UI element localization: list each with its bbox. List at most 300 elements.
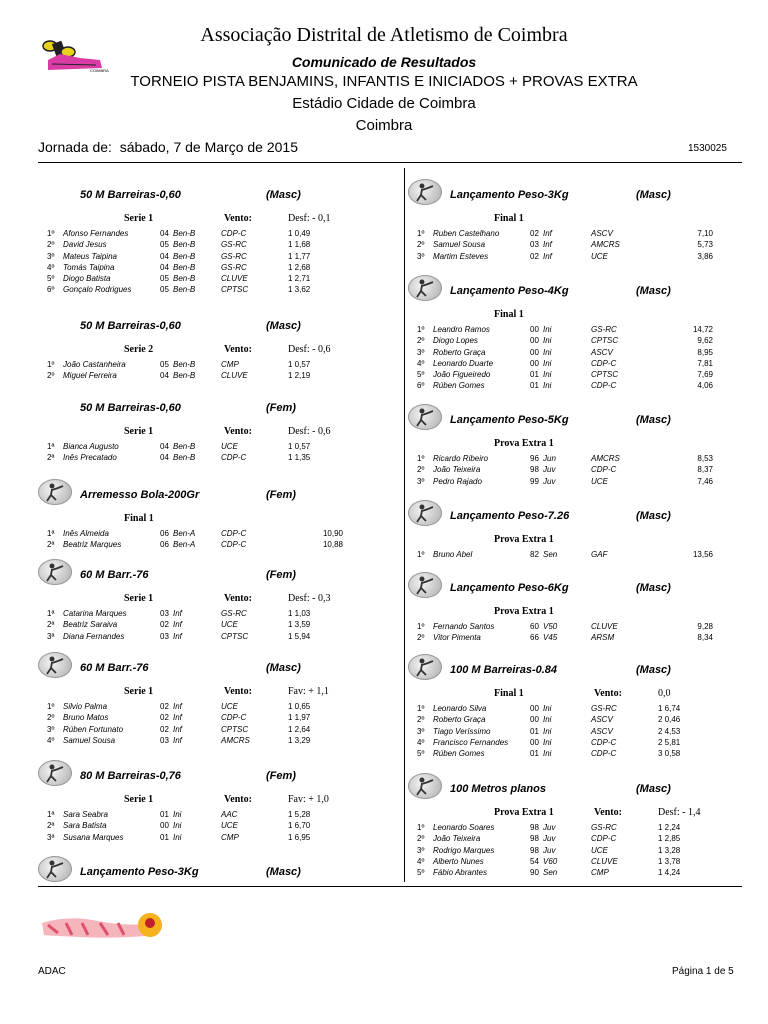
result-mark: 3,86 bbox=[697, 251, 713, 261]
athlete-name: Diana Fernandes bbox=[63, 631, 125, 641]
series-header bbox=[38, 344, 378, 360]
event-header bbox=[408, 508, 748, 534]
wind-label: Vento: bbox=[224, 686, 252, 697]
age-group: Ben-B bbox=[173, 285, 196, 295]
event-header bbox=[408, 412, 748, 438]
athlete-name: Samuel Sousa bbox=[63, 735, 116, 745]
club: CLUVE bbox=[221, 274, 248, 284]
result-position: 2ª bbox=[47, 620, 55, 630]
event-category: (Masc) bbox=[636, 285, 671, 297]
event-name: Lançamento Peso-5Kg bbox=[450, 414, 569, 426]
result-mark: 1 2,24 bbox=[658, 823, 681, 832]
club: ASCV bbox=[591, 229, 613, 238]
age-group: V60 bbox=[543, 856, 558, 866]
result-row bbox=[408, 633, 748, 644]
club: CDP-C bbox=[591, 749, 617, 759]
birth-year: 66 bbox=[530, 633, 539, 643]
age-group: Inf bbox=[173, 631, 182, 641]
result-row bbox=[408, 622, 748, 633]
club: CLUVE bbox=[221, 371, 248, 381]
result-row bbox=[408, 704, 748, 715]
series-header bbox=[408, 438, 748, 454]
age-group: Ini bbox=[543, 358, 552, 368]
event-category: (Masc) bbox=[636, 582, 671, 594]
wind-label: Vento: bbox=[224, 213, 252, 224]
club: CMP bbox=[221, 360, 239, 369]
birth-year: 01 bbox=[530, 749, 539, 759]
result-position: 4º bbox=[417, 856, 425, 866]
event-header bbox=[408, 781, 748, 807]
athlete-name: Francisco Fernandes bbox=[433, 737, 509, 747]
wind-value: Desf: - 0,6 bbox=[288, 344, 331, 355]
age-group: V45 bbox=[543, 633, 558, 643]
birth-year: 01 bbox=[530, 370, 539, 380]
result-position: 1º bbox=[417, 622, 425, 631]
event-header bbox=[38, 318, 378, 344]
birth-year: 02 bbox=[530, 251, 539, 261]
series-header bbox=[408, 807, 748, 823]
athlete-icon bbox=[408, 275, 442, 301]
athlete-name: Susana Marques bbox=[63, 832, 124, 842]
age-group: Ben-B bbox=[173, 240, 196, 250]
result-row bbox=[408, 336, 748, 347]
wind-label: Vento: bbox=[594, 807, 622, 818]
result-position: 3º bbox=[417, 476, 425, 486]
club: GS-RC bbox=[591, 325, 617, 334]
event-header bbox=[38, 768, 378, 794]
series-label: Prova Extra 1 bbox=[494, 534, 554, 545]
result-position: 1ª bbox=[47, 609, 55, 618]
series-header bbox=[408, 534, 748, 550]
athlete-name: Gonçalo Rodrigues bbox=[63, 285, 132, 295]
birth-year: 00 bbox=[530, 347, 539, 357]
event-title: TORNEIO PISTA BENJAMINS, INFANTIS E INICIADOS + PROVAS EXTRA bbox=[130, 73, 638, 90]
birth-year: 00 bbox=[530, 704, 539, 713]
result-position: 2º bbox=[417, 336, 425, 346]
club: CPTSC bbox=[221, 285, 249, 295]
event-block bbox=[408, 508, 748, 561]
result-mark: 1 1,03 bbox=[288, 609, 311, 618]
result-mark: 1 6,95 bbox=[288, 832, 311, 842]
wind-value: Desf: - 0,3 bbox=[288, 593, 331, 604]
result-mark: 8,37 bbox=[697, 465, 713, 475]
athlete-name: Sara Seabra bbox=[63, 810, 108, 819]
venue: Estádio Cidade de Coimbra bbox=[292, 95, 476, 112]
club: GS-RC bbox=[221, 251, 247, 261]
event-block bbox=[38, 487, 378, 552]
result-row bbox=[408, 252, 748, 263]
event-header bbox=[408, 662, 748, 688]
athlete-name: Roberto Graça bbox=[433, 715, 486, 725]
club: CDP-C bbox=[221, 529, 247, 538]
athlete-name: Bruno Matos bbox=[63, 713, 109, 723]
athlete-name: Bruno Abel bbox=[433, 550, 473, 559]
result-position: 1º bbox=[417, 454, 425, 463]
result-row bbox=[38, 252, 378, 263]
wind-value: Fav: + 1,1 bbox=[288, 686, 329, 697]
club: UCE bbox=[221, 702, 238, 711]
result-position: 2º bbox=[417, 715, 425, 725]
birth-year: 98 bbox=[530, 823, 539, 832]
result-row bbox=[408, 381, 748, 392]
result-position: 1ª bbox=[47, 442, 55, 451]
athlete-icon bbox=[38, 760, 72, 786]
result-mark: 10,90 bbox=[322, 529, 343, 538]
age-group: Jun bbox=[543, 454, 556, 463]
event-name: Lançamento Peso-7.26 bbox=[450, 510, 570, 522]
age-group: Ben-B bbox=[173, 229, 196, 238]
club: GS-RC bbox=[591, 823, 617, 832]
athlete-icon bbox=[38, 559, 72, 585]
series-label: Serie 1 bbox=[124, 213, 154, 224]
result-mark: 1 4,24 bbox=[658, 868, 681, 878]
event-name: Lançamento Peso-6Kg bbox=[450, 582, 569, 594]
jornada-label: Jornada de: bbox=[38, 139, 112, 155]
result-mark: 3 0,58 bbox=[658, 749, 681, 759]
result-row bbox=[408, 715, 748, 726]
event-block bbox=[38, 660, 378, 747]
birth-year: 02 bbox=[160, 620, 169, 630]
result-row bbox=[408, 550, 748, 561]
result-position: 2º bbox=[47, 371, 55, 381]
result-mark: 1 3,28 bbox=[658, 845, 681, 855]
event-category: (Masc) bbox=[636, 189, 671, 201]
result-mark: 1 3,29 bbox=[288, 735, 311, 745]
athlete-name: Martim Esteves bbox=[433, 251, 489, 261]
age-group: Inf bbox=[543, 251, 552, 261]
athlete-name: Inês Precatado bbox=[63, 453, 117, 463]
result-mark: 1 2,85 bbox=[658, 834, 681, 844]
birth-year: 05 bbox=[160, 240, 169, 250]
age-group: Ini bbox=[543, 381, 552, 391]
result-row bbox=[408, 749, 748, 760]
athlete-icon bbox=[408, 500, 442, 526]
club: CLUVE bbox=[591, 622, 618, 631]
birth-year: 96 bbox=[530, 454, 539, 463]
event-block bbox=[38, 864, 378, 890]
result-mark: 1 0,57 bbox=[288, 360, 311, 369]
event-name: 50 M Barreiras-0,60 bbox=[80, 189, 181, 201]
document-number: 1530025 bbox=[688, 143, 727, 154]
result-mark: 7,81 bbox=[697, 358, 713, 368]
result-mark: 7,46 bbox=[697, 476, 713, 486]
result-mark: 2 0,46 bbox=[658, 715, 681, 725]
document-subtitle: Comunicado de Resultados bbox=[291, 54, 477, 70]
event-header bbox=[408, 580, 748, 606]
result-position: 5º bbox=[417, 370, 425, 380]
result-position: 3º bbox=[417, 726, 425, 736]
event-name: Lançamento Peso-3Kg bbox=[450, 189, 569, 201]
result-row bbox=[38, 263, 378, 274]
result-mark: 1 3,59 bbox=[288, 620, 311, 630]
age-group: Ben-B bbox=[173, 360, 196, 369]
event-category: (Masc) bbox=[636, 414, 671, 426]
result-row bbox=[38, 736, 378, 747]
birth-year: 04 bbox=[160, 251, 169, 261]
event-name: Lançamento Peso-4Kg bbox=[450, 285, 569, 297]
age-group: Ini bbox=[543, 370, 552, 380]
birth-year: 02 bbox=[160, 702, 169, 711]
result-position: 3º bbox=[417, 251, 425, 261]
athlete-name: Roberto Graça bbox=[433, 347, 486, 357]
event-name: Lançamento Peso-3Kg bbox=[80, 866, 199, 878]
athlete-name: Afonso Fernandes bbox=[63, 229, 129, 238]
age-group: Inf bbox=[543, 240, 552, 250]
birth-year: 98 bbox=[530, 834, 539, 844]
birth-year: 05 bbox=[160, 285, 169, 295]
club: AMCRS bbox=[591, 240, 620, 250]
event-category: (Masc) bbox=[266, 320, 301, 332]
athlete-name: João Teixeira bbox=[433, 465, 481, 475]
athlete-icon bbox=[408, 404, 442, 430]
event-block bbox=[408, 283, 748, 393]
athlete-name: Leonardo Duarte bbox=[433, 358, 494, 368]
age-group: Ini bbox=[543, 336, 552, 346]
result-mark: 1 6,74 bbox=[658, 704, 681, 713]
birth-year: 60 bbox=[530, 622, 539, 631]
birth-year: 02 bbox=[160, 713, 169, 723]
event-header bbox=[38, 660, 378, 686]
series-label: Prova Extra 1 bbox=[494, 807, 554, 818]
series-label: Final 1 bbox=[494, 309, 524, 320]
series-label: Final 1 bbox=[124, 513, 154, 524]
birth-year: 98 bbox=[530, 845, 539, 855]
result-mark: 1 1,97 bbox=[288, 713, 311, 723]
result-row bbox=[408, 229, 748, 240]
result-row bbox=[38, 274, 378, 285]
club: UCE bbox=[221, 442, 238, 451]
event-category: (Masc) bbox=[266, 866, 301, 878]
birth-year: 00 bbox=[530, 715, 539, 725]
age-group: Sen bbox=[543, 868, 558, 878]
result-row bbox=[38, 529, 378, 540]
result-row bbox=[38, 442, 378, 453]
column-divider bbox=[404, 168, 405, 882]
result-mark: 1 5,28 bbox=[288, 810, 311, 819]
result-mark: 1 2,64 bbox=[288, 724, 311, 734]
age-group: V50 bbox=[543, 622, 558, 631]
event-category: (Masc) bbox=[266, 662, 301, 674]
result-row bbox=[408, 857, 748, 868]
result-position: 5º bbox=[47, 274, 55, 284]
result-mark: 1 1,68 bbox=[288, 240, 311, 250]
result-mark: 14,72 bbox=[692, 325, 713, 334]
athlete-name: Silvio Palma bbox=[63, 702, 108, 711]
result-position: 1º bbox=[417, 704, 425, 713]
result-position: 1º bbox=[417, 550, 425, 559]
athlete-name: Fábio Abrantes bbox=[433, 868, 487, 878]
result-row bbox=[408, 348, 748, 359]
club: CPTSC bbox=[221, 724, 249, 734]
result-row bbox=[38, 702, 378, 713]
result-row bbox=[38, 240, 378, 251]
event-name: 60 M Barr.-76 bbox=[80, 569, 149, 581]
event-header bbox=[408, 283, 748, 309]
result-mark: 1 1,77 bbox=[288, 251, 311, 261]
series-label: Prova Extra 1 bbox=[494, 438, 554, 449]
result-row bbox=[408, 846, 748, 857]
athlete-icon bbox=[408, 572, 442, 598]
result-row bbox=[38, 371, 378, 382]
result-row bbox=[408, 325, 748, 336]
right-column bbox=[408, 0, 748, 1024]
event-category: (Masc) bbox=[636, 783, 671, 795]
result-mark: 7,10 bbox=[697, 229, 713, 238]
athlete-name: João Castanheira bbox=[63, 360, 126, 369]
event-block bbox=[408, 781, 748, 879]
footer-left: ADAC bbox=[38, 966, 66, 977]
event-name: 50 M Barreiras-0,60 bbox=[80, 320, 181, 332]
event-block bbox=[38, 318, 378, 383]
result-position: 2ª bbox=[47, 540, 55, 550]
birth-year: 01 bbox=[530, 381, 539, 391]
result-mark: 2 4,53 bbox=[658, 726, 681, 736]
athlete-name: Fernando Santos bbox=[433, 622, 495, 631]
birth-year: 01 bbox=[530, 726, 539, 736]
result-position: 2º bbox=[417, 240, 425, 250]
club: CDP-C bbox=[591, 358, 617, 368]
athlete-name: João Figueiredo bbox=[433, 370, 491, 380]
birth-year: 01 bbox=[160, 832, 169, 842]
result-mark: 1 6,70 bbox=[288, 821, 311, 831]
result-row bbox=[408, 834, 748, 845]
age-group: Ini bbox=[173, 821, 182, 831]
athlete-icon bbox=[408, 654, 442, 680]
athlete-name: Leonardo Silva bbox=[433, 704, 487, 713]
result-row bbox=[38, 620, 378, 631]
athlete-name: Samuel Sousa bbox=[433, 240, 486, 250]
result-position: 1º bbox=[417, 325, 425, 334]
event-category: (Masc) bbox=[636, 510, 671, 522]
event-block bbox=[408, 580, 748, 645]
athlete-name: Vitor Pimenta bbox=[433, 633, 481, 643]
birth-year: 00 bbox=[160, 821, 169, 831]
event-header bbox=[38, 187, 378, 213]
result-position: 1º bbox=[417, 823, 425, 832]
result-position: 1º bbox=[47, 702, 55, 711]
result-row bbox=[38, 609, 378, 620]
athlete-name: Leandro Ramos bbox=[433, 325, 490, 334]
birth-year: 99 bbox=[530, 476, 539, 486]
birth-year: 05 bbox=[160, 360, 169, 369]
age-group: Juv bbox=[543, 845, 556, 855]
age-group: Inf bbox=[173, 713, 182, 723]
age-group: Ben-B bbox=[173, 251, 196, 261]
result-mark: 1 1,35 bbox=[288, 453, 311, 463]
age-group: Inf bbox=[173, 702, 182, 711]
result-mark: 8,53 bbox=[697, 454, 713, 463]
result-position: 3º bbox=[417, 845, 425, 855]
age-group: Inf bbox=[173, 620, 182, 630]
series-header bbox=[38, 794, 378, 810]
club: CPTSC bbox=[591, 370, 619, 380]
age-group: Ben-B bbox=[173, 262, 196, 272]
result-position: 2º bbox=[417, 834, 425, 844]
result-mark: 1 0,65 bbox=[288, 702, 311, 711]
series-label: Serie 1 bbox=[124, 686, 154, 697]
birth-year: 05 bbox=[160, 274, 169, 284]
wind-value: 0,0 bbox=[658, 688, 671, 699]
result-mark: 1 0,49 bbox=[288, 229, 311, 238]
city: Coimbra bbox=[355, 117, 413, 134]
club: ASCV bbox=[591, 715, 613, 725]
wind-value: Desf: - 0,6 bbox=[288, 426, 331, 437]
result-position: 4º bbox=[47, 735, 55, 745]
result-position: 2º bbox=[417, 633, 425, 643]
athlete-icon bbox=[38, 856, 72, 882]
athlete-name: Catarina Marques bbox=[63, 609, 127, 618]
event-header bbox=[408, 187, 748, 213]
club: CMP bbox=[221, 832, 239, 842]
birth-year: 06 bbox=[160, 540, 169, 550]
athlete-name: Tiago Veríssimo bbox=[433, 726, 491, 736]
result-row bbox=[408, 477, 748, 488]
series-header bbox=[38, 593, 378, 609]
result-position: 1º bbox=[47, 229, 55, 238]
event-block bbox=[38, 567, 378, 643]
event-category: (Fem) bbox=[266, 569, 296, 581]
series-header bbox=[38, 426, 378, 442]
result-position: 1º bbox=[417, 229, 425, 238]
club: CDP-C bbox=[221, 713, 247, 723]
club: GS-RC bbox=[221, 262, 247, 272]
jornada-date: sábado, 7 de Março de 2015 bbox=[119, 139, 298, 155]
club: ARSM bbox=[591, 633, 615, 643]
event-block bbox=[38, 768, 378, 844]
result-position: 6º bbox=[47, 285, 55, 295]
birth-year: 54 bbox=[530, 856, 539, 866]
age-group: Ini bbox=[543, 704, 552, 713]
club: UCE bbox=[591, 476, 608, 486]
result-row bbox=[38, 285, 378, 296]
athlete-name: Mateus Taipina bbox=[63, 251, 117, 261]
result-position: 2º bbox=[417, 465, 425, 475]
result-row bbox=[38, 229, 378, 240]
athlete-name: Miguel Ferreira bbox=[63, 371, 117, 381]
club: UCE bbox=[221, 620, 238, 630]
result-mark: 8,34 bbox=[697, 633, 713, 643]
result-row bbox=[408, 823, 748, 834]
club: UCE bbox=[591, 845, 608, 855]
svg-text:COIMBRA: COIMBRA bbox=[90, 68, 109, 73]
birth-year: 03 bbox=[160, 609, 169, 618]
event-category: (Masc) bbox=[636, 664, 671, 676]
birth-year: 02 bbox=[530, 229, 539, 238]
athlete-name: Sara Batista bbox=[63, 821, 107, 831]
athlete-name: David Jesus bbox=[63, 240, 107, 250]
result-position: 3º bbox=[47, 724, 55, 734]
result-position: 3ª bbox=[47, 832, 55, 842]
age-group: Inf bbox=[173, 609, 182, 618]
athlete-icon bbox=[408, 773, 442, 799]
result-mark: 1 3,78 bbox=[658, 856, 681, 866]
sponsor-logo bbox=[38, 895, 170, 951]
athlete-name: Pedro Rajado bbox=[433, 476, 482, 486]
left-column bbox=[38, 0, 378, 1024]
age-group: Ini bbox=[543, 715, 552, 725]
age-group: Ini bbox=[543, 347, 552, 357]
page-number: Página 1 de 5 bbox=[672, 966, 734, 977]
club: CDP-C bbox=[591, 834, 617, 844]
birth-year: 98 bbox=[530, 465, 539, 475]
club: CDP-C bbox=[221, 453, 247, 463]
result-row bbox=[408, 359, 748, 370]
birth-year: 03 bbox=[160, 735, 169, 745]
birth-year: 04 bbox=[160, 229, 169, 238]
wind-value: Desf: - 1,4 bbox=[658, 807, 701, 818]
club: AMCRS bbox=[591, 454, 620, 463]
result-mark: 9,62 bbox=[697, 336, 713, 346]
